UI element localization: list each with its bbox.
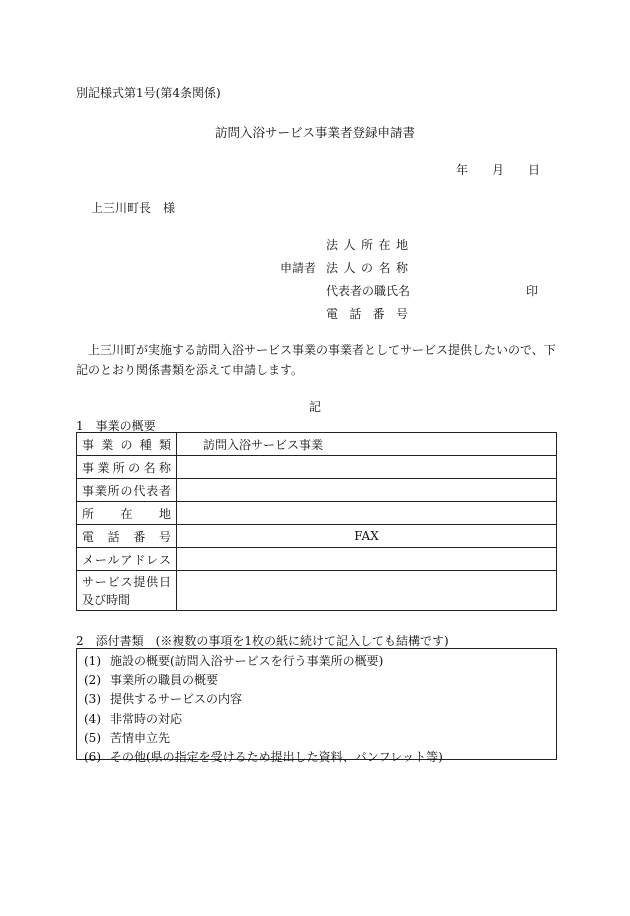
table-row [77,433,557,456]
attachment-number: (3) [84,692,101,707]
addressee: 上三川町長 様 [91,201,176,215]
table-row [77,571,557,611]
list-item [77,748,556,767]
form-number-label: 別記様式第1号(第4条関係) [76,86,221,100]
table-row [77,479,557,502]
row-label-service-days-line1: サ ー ビ ス 提 供 日 [82,574,171,589]
list-item [77,729,556,748]
date-year: 年 [456,163,469,177]
attachment-number: (1) [84,654,101,668]
row-value-office-name[interactable] [177,456,557,479]
attachment-text: 苦情申立先 [110,730,171,745]
row-label-business-type: 事 業 の 種 類 [77,433,177,456]
table-row [77,456,557,479]
attachment-text: 事業所の職員の概要 [110,673,219,688]
row-label-phone: 電 話 番 号 [77,525,177,548]
list-item [77,710,556,729]
attachment-number: (5) [84,730,101,745]
list-item [77,690,556,709]
attachment-text: その他(県の指定を受けるため提出した資料、パンフレット等) [110,749,443,764]
row-label-office-name: 事 業 所 の 名 称 [77,456,177,479]
date-line [456,161,540,178]
row-label-service-days [77,571,177,611]
applicant-field-representative: 代表者の職氏名 [326,284,411,298]
attachment-text: 非常時の対応 [110,711,183,726]
applicant-field-name: 法 人 の 名 称 [326,261,408,275]
row-value-location[interactable] [177,502,557,525]
applicant-field-address: 法 人 所 在 地 [326,238,408,252]
attachment-number: (4) [84,711,101,726]
date-month: 月 [492,163,505,177]
table-row [77,502,557,525]
list-item [77,671,556,690]
row-label-service-days-line2: 及び時間 [82,592,131,607]
row-value-service-days[interactable] [177,571,557,611]
attachment-text: 施設の概要(訪問入浴サービスを行う事業所の概要) [110,654,384,668]
table-row [77,548,557,571]
business-overview-table [76,432,557,611]
attachment-number: (6) [84,749,101,764]
attachments-list [76,648,557,764]
row-label-office-representative: 事 業 所 の 代 表 者 [77,479,177,502]
section2-title: 2 添付書類 (※複数の事項を1枚の紙に続けて記入しても結構です) [76,634,449,648]
attachment-text: 提供するサービスの内容 [110,692,243,707]
date-day: 日 [528,163,541,177]
row-value-office-representative[interactable] [177,479,557,502]
row-label-email: メ ー ル ア ド レ ス [77,548,177,571]
row-value-email[interactable] [177,548,557,571]
section1-title: 1 事業の概要 [76,419,156,433]
list-item [77,652,556,671]
row-value-business-type: 訪問入浴サービス事業 [177,433,557,456]
attachment-number: (2) [84,673,101,688]
applicant-prefix: 申請者 [280,261,317,275]
applicant-field-phone: 電 話 番 号 [326,307,408,321]
ki-heading: 記 [308,400,321,414]
application-statement: 上三川町が実施する訪問入浴サービス事業の事業者としてサービス提供したいので、下記のとおり関係書類を添えて申請します。 [76,343,556,377]
row-value-fax[interactable]: FAX [177,525,557,548]
table-row [77,525,557,548]
document-title: 訪問入浴サービス事業者登録申請書 [214,125,415,140]
seal-mark: 印 [526,284,539,298]
row-label-location: 所 在 地 [77,502,177,525]
